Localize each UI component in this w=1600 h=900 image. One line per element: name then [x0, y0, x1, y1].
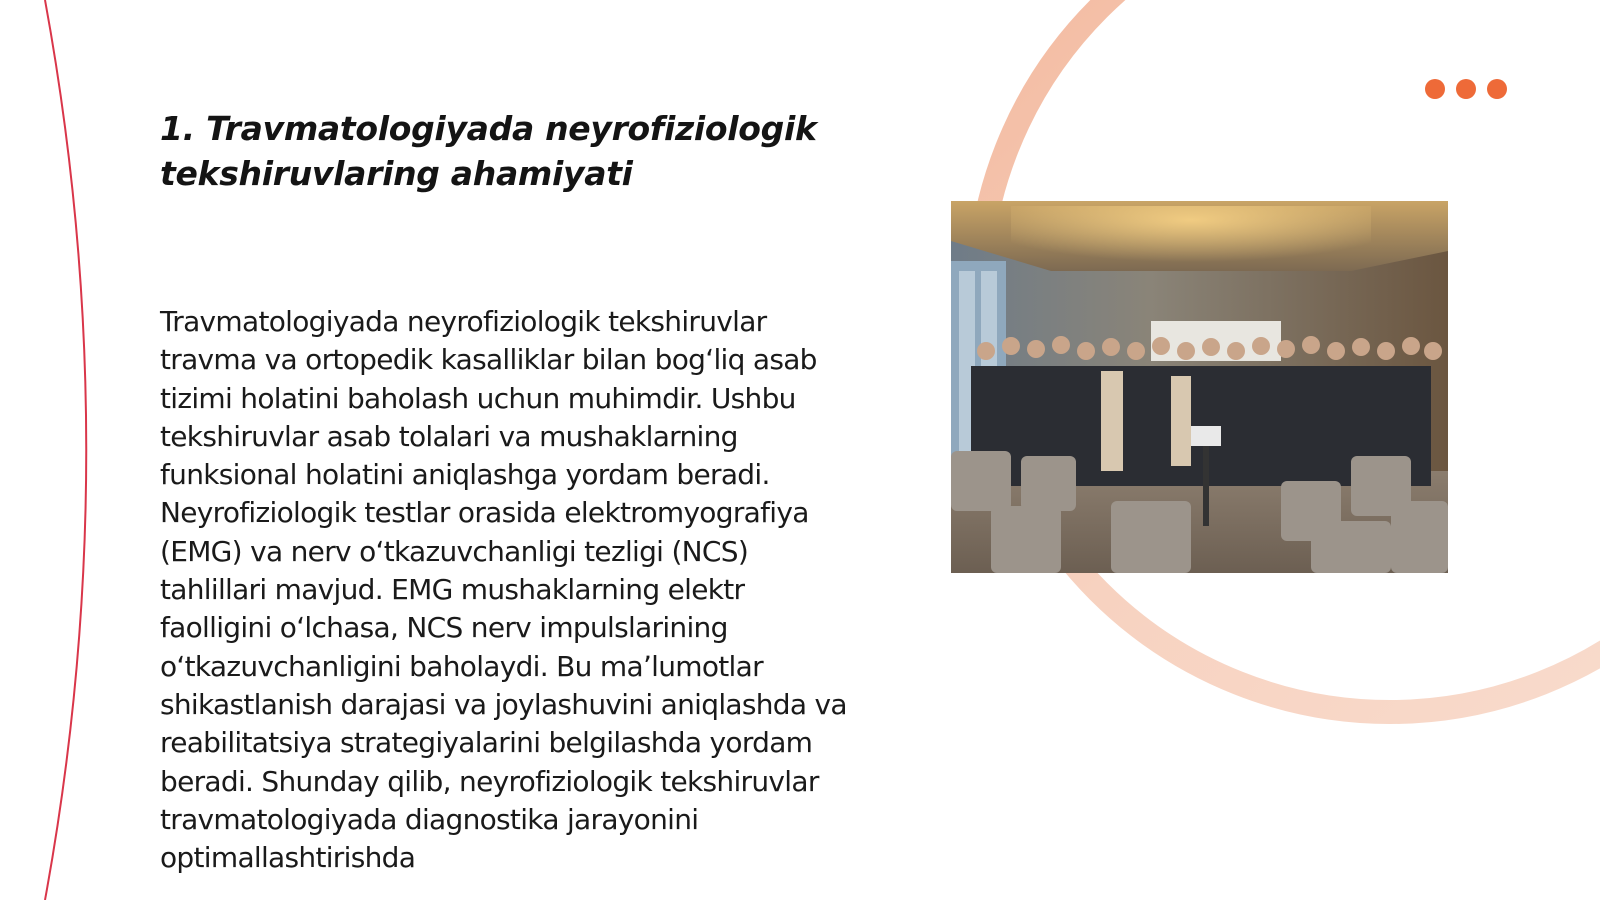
slide-body-text: Travmatologiyada neyrofiziologik tekshiruvlar travma va ortopedik kasalliklar bilan bogʻliq asab tizimi holatini baholash uchun muhimdir. Ushbu tekshiruvlar asab tolalari va mushaklarning funksional holatini aniqlashga yordam beradi. Neyrofiziologik testlar orasida elektromyografiya (EMG) va nerv oʻtkazuvchanligi tezligi (NCS) tahlillari mavjud. EMG mushaklarning elektr faolligini oʻlchasa, NCS nerv impulslarining oʻtkazuvchanligini baholaydi. Bu maʼlumotlar shikastlanish darajasi va joylashuvini aniqlashda va reabilitatsiya strategiyalarini belgilashda yordam beradi. Shunday qilib, neyrofiziologik tekshiruvlar travmatologiyada diagnostika jarayonini optimallashtirishda	[160, 305, 847, 875]
left-curve-line	[45, 0, 86, 900]
dot	[1425, 79, 1445, 99]
dot	[1456, 79, 1476, 99]
group-photo	[951, 201, 1448, 573]
slide-title: 1. Travmatologiyada neyrofiziologik tekshiruvlaring ahamiyati	[160, 109, 817, 193]
group-photo-icon	[951, 201, 1448, 573]
dot	[1487, 79, 1507, 99]
dots-menu-icon	[1425, 79, 1507, 99]
